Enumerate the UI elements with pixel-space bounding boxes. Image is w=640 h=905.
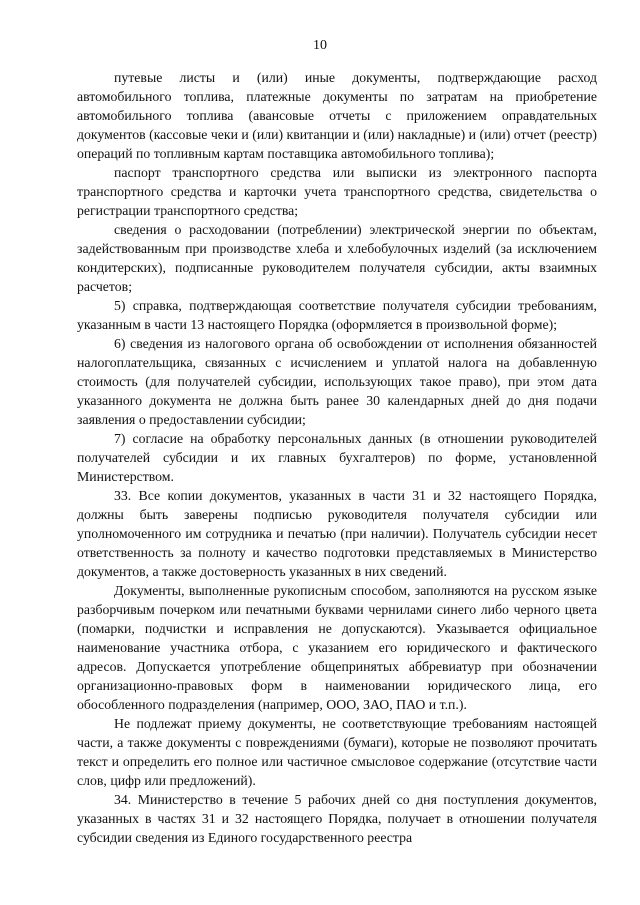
paragraph-section-33: 33. Все копии документов, указанных в части 31 и 32 настоящего Порядка, должны быть заверены подписью руководителя получателя субсидии или уполномоченного им сотрудника и печатью (при наличии). Получатель субсидии несет ответственность за полноту и качество подготовки представляемых в Министерство документов, а также достоверность указанных в них сведений. [77, 488, 597, 579]
paragraph-vehicle-passport: паспорт транспортного средства или выписки из электронного паспорта транспортного средства и карточки учета транспортного средства, свидетельства о регистрации транспортного средства; [77, 165, 597, 218]
paragraph-rejected-documents: Не подлежат приему документы, не соответствующие требованиям настоящей части, а также документы с повреждениями (бумаги), которые не позволяют прочитать текст и определить его полное или частичное смысловое содержание (отсутствие части слов, цифр или предложений). [77, 716, 597, 788]
page-number: 10 [313, 38, 327, 53]
paragraph-section-34: 34. Министерство в течение 5 рабочих дней со дня поступления документов, указанных в частях 31 и 32 настоящего Порядка, получает в отношении получателя субсидии сведения из Единого государственного реестра [77, 792, 597, 845]
paragraph-travel-sheets: путевые листы и (или) иные документы, подтверждающие расход автомобильного топлива, платежные документы по затратам на приобретение автомобильного топлива (авансовые отчеты с приложением оправдательных документов (кассовые чеки и (или) квитанции и (или) накладные) и (или) отчет (реестр) операций по топливным картам поставщика автомобильного топлива); [77, 70, 597, 161]
document-body [77, 68, 597, 847]
paragraph-item-7: 7) согласие на обработку персональных данных (в отношении руководителей получателей субсидии и их главных бухгалтеров) по форме, установленной Министерством. [77, 431, 597, 484]
paragraph-item-6: 6) сведения из налогового органа об освобождении от исполнения обязанностей налогоплательщика, связанных с исчислением и уплатой налога на добавленную стоимость (для получателей субсидии, использующих такое право), при этом дата указанного документа не должна быть ранее 30 календарных дней до дня подачи заявления о предоставлении субсидии; [77, 336, 597, 427]
paragraph-item-5: 5) справка, подтверждающая соответствие получателя субсидии требованиям, указанным в части 13 настоящего Порядка (оформляется в произвольной форме); [77, 298, 597, 332]
paragraph-electricity-consumption: сведения о расходовании (потреблении) электрической энергии по объектам, задействованным при производстве хлеба и хлебобулочных изделий (за исключением кондитерских), подписанные руководителем получателя субсидии, акты взаимных расчетов; [77, 222, 597, 294]
paragraph-handwritten-documents: Документы, выполненные рукописным способом, заполняются на русском языке разборчивым почерком или печатными буквами чернилами синего либо черного цвета (помарки, подчистки и исправления не допускаются). Указывается официальное наименование участника отбора, с указанием его юридического и фактического адресов. Допускается употребление общепринятых аббревиатур при обозначении организационно-правовых форм в наименовании юридического лица, его обособленного подразделения (например, ООО, ЗАО, ПАО и т.п.). [77, 583, 597, 712]
